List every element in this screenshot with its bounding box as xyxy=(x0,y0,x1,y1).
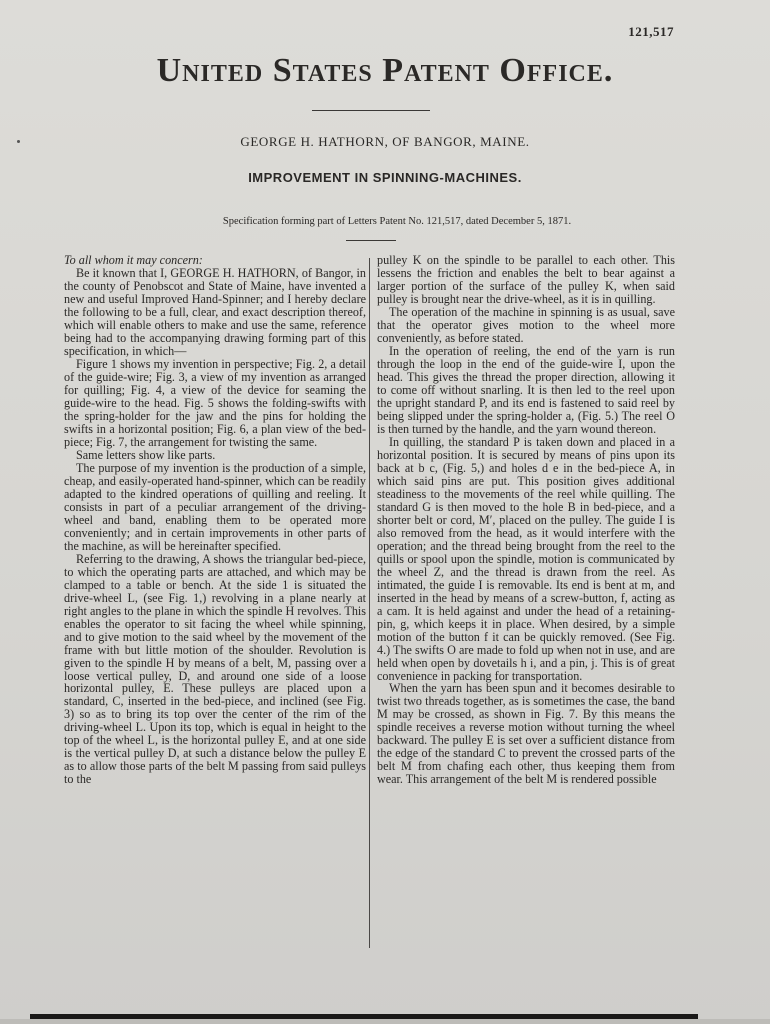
paragraph: In the operation of reeling, the end of the yarn is run through the loop in the end of the guide-wire I, upon the head. This gives the thread the proper direction, allowing it to come off without snarling. It is then led to the reel upon the upright standard P, and its end is fastened to said reel by being slipped under the spring-holder a, (Fig. 5.) The reel O is then turned by the handle, and the yarn wound thereon. xyxy=(377,343,675,436)
title-divider xyxy=(312,110,430,111)
bottom-shadow xyxy=(0,1019,770,1024)
paragraph: Be it known that I, GEORGE H. HATHORN, of Bangor, in the county of Penobscot and State of Maine, have invented a new and useful Improved Hand-Spinner; and I hereby declare the following to be a full, clear, and exact description thereof, which will enable others to make and use the same, reference being had to the accompanying drawing forming part of this specification, in which— xyxy=(64,265,366,358)
paragraph: The operation of the machine in spinning is as usual, save that the operator gives motion to the wheel more conveniently, as before stated. xyxy=(377,304,675,345)
column-divider xyxy=(369,258,370,948)
paragraph: In quilling, the standard P is taken down and placed in a horizontal position. It is secured by means of pins upon its back at b c, (Fig. 5,) and holes d e in the bed-piece A, in which said pins are put. This position gives additional steadiness to the movements of the reel while quilling. The standard G is then moved to the hole B in bed-piece, and a shorter belt or cord, M′, placed on the pulley. The guide I is also removed from the head, as it would interfere with the operation; and the thread being brought from the reel to the quills or spool upon the spindle, motion is communicated by the wheel Z, and the thread is drawn from the reel. As intimated, the guide I is removable. Its end is bent at m, and inserted in the head by means of a screw-button, f, acting as a cam. It is held against and under the head of a retaining-pin, g, which keeps it in place. When desired, by a simple motion of the button f it can be quickly removed. (See Fig. 4.) The swifts O are made to fold up when not in use, and are held when open by dovetails h i, and a pin, j. This is of great convenience in packing for transportation. xyxy=(377,434,675,683)
paragraph-continued: pulley K on the spindle to be parallel to each other. This lessens the friction and enables the belt to bear against a larger portion of the surface of the pulley K, when said pulley is brought near the drive-wheel, as it is in quilling. xyxy=(377,253,675,306)
paragraph: Referring to the drawing, A shows the triangular bed-piece, to which the operating parts are attached, and which may be clamped to a table or bench. At the side 1 is situated the drive-wheel L, (see Fig. 1,) revolving in a plane nearly at right angles to the plane in which the spindle H revolves. This enables the operator to sit facing the wheel while spinning, and to give motion to the said wheel by the movement of the frame with but little motion of the shoulder. Revolution is given to the spindle H by means of a belt, M, passing over a loose vertical pulley, D, and around one side of a loose horizontal pulley, E. These pulleys are placed upon a standard, C, inserted in the bed-piece, and inclined (see Fig. 3) so as to bring its top over the center of the rim of the driving-wheel L. Upon its top, which is equal in height to the top of the wheel L, is the horizontal pulley E, and at one side is the vertical pulley D, at such a distance below the pulley E as to allow those parts of the belt M passing from said pulleys to the xyxy=(64,551,366,787)
inventor-line: GEORGE H. HATHORN, OF BANGOR, MAINE. xyxy=(240,134,530,149)
patent-number: 121,517 xyxy=(628,24,674,39)
paragraph: The purpose of my invention is the production of a simple, cheap, and easily-operated hand-spinner, which can be readily adapted to the kindred operations of quilling and reeling. It consists in part of a peculiar arrangement of the driving-wheel and band, enabling them to be operated more conveniently; and in certain improvements in other parts of the machine, as will be hereinafter specified. xyxy=(64,460,366,553)
specification-line: Specification forming part of Letters Patent No. 121,517, dated December 5, 1871. xyxy=(222,216,572,227)
office-title: United States Patent Office. xyxy=(156,52,614,89)
right-column xyxy=(377,254,675,786)
paragraph: Same letters show like parts. xyxy=(76,447,216,462)
paragraph: Figure 1 shows my invention in perspective; Fig. 2, a detail of the guide-wire; Fig. 3, a view of my invention as arranged for quilling; Fig. 4, a view of the device for seaming the guide-wire to the head. Fig. 5 shows the folding-swifts with the spring-holder for the jaw and the pins for holding the swifts in a horizontal position; Fig. 6, a plan view of the bed-piece; Fig. 7, the arrangement for twisting the same. xyxy=(64,356,366,449)
left-column xyxy=(64,254,366,786)
salutation: To all whom it may concern: xyxy=(64,253,203,267)
spec-divider xyxy=(346,240,396,241)
paragraph: When the yarn has been spun and it becomes desirable to twist two threads together, as is sometimes the case, the band M may be crossed, as shown in Fig. 7. By this means the spindle receives a reverse motion without turning the wheel backward. The pulley E is set over a sufficient distance from the edge of the standard C to prevent the crossed parts of the belt M from chafing each other, thus keeping them from wear. This arrangement of the belt M is rendered possible xyxy=(377,681,675,787)
improvement-title: IMPROVEMENT IN SPINNING-MACHINES. xyxy=(248,170,522,185)
